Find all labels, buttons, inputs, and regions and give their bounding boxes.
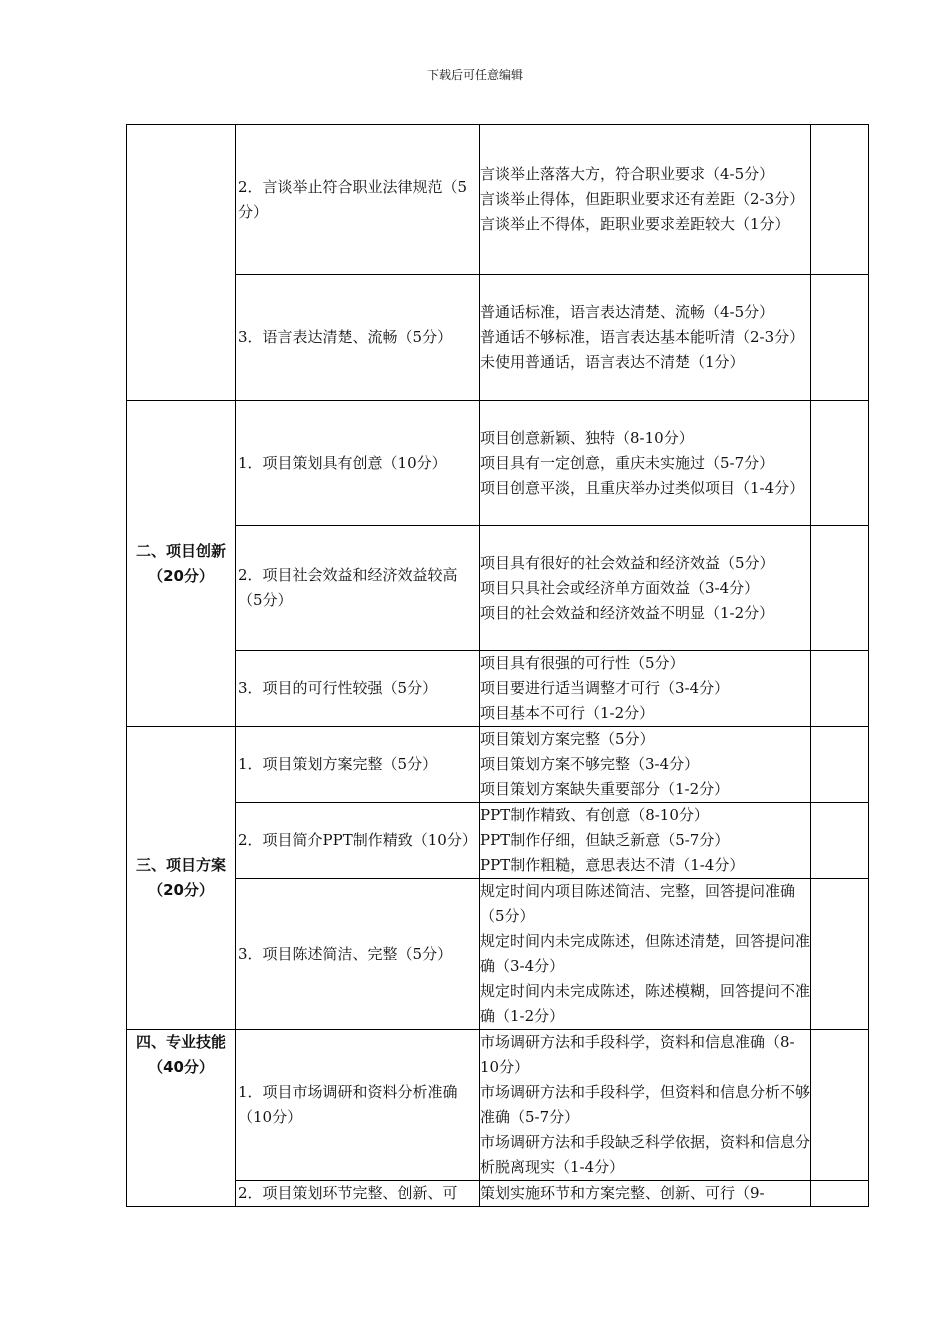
item-cell: 3．项目陈述简洁、完整（5分） bbox=[236, 879, 480, 1030]
item-cell: 1．项目市场调研和资料分析准确（10分） bbox=[236, 1030, 480, 1181]
table-row bbox=[127, 879, 869, 1030]
table-row bbox=[127, 401, 869, 526]
criteria-cell: 市场调研方法和手段科学，资料和信息准确（8-10分） 市场调研方法和手段科学，但资料和信息分析不够准确（5-7分） 市场调研方法和手段缺乏科学依据，资料和信息分析脱离现实（1-4分） bbox=[480, 1030, 811, 1181]
item-cell: 3．项目的可行性较强（5分） bbox=[236, 651, 480, 727]
table-row bbox=[127, 1030, 869, 1181]
category-cell bbox=[127, 125, 236, 401]
table-row bbox=[127, 526, 869, 651]
item-cell: 2．项目简介PPT制作精致（10分） bbox=[236, 803, 480, 879]
score-cell bbox=[811, 275, 869, 401]
table-row bbox=[127, 803, 869, 879]
criteria-cell: 普通话标准，语言表达清楚、流畅（4-5分） 普通话不够标准，语言表达基本能听清（2-3分） 未使用普通话，语言表达不清楚（1分） bbox=[480, 275, 811, 401]
score-cell bbox=[811, 1030, 869, 1181]
scoring-rubric-table bbox=[126, 124, 869, 1207]
criteria-cell: 规定时间内项目陈述简洁、完整，回答提问准确（5分） 规定时间内未完成陈述，但陈述清楚，回答提问准确（3-4分） 规定时间内未完成陈述，陈述模糊，回答提问不准确（1-2分） bbox=[480, 879, 811, 1030]
score-cell bbox=[811, 1181, 869, 1207]
item-cell: 1．项目策划具有创意（10分） bbox=[236, 401, 480, 526]
score-cell bbox=[811, 803, 869, 879]
score-cell bbox=[811, 727, 869, 803]
item-cell: 1．项目策划方案完整（5分） bbox=[236, 727, 480, 803]
score-cell bbox=[811, 125, 869, 275]
score-cell bbox=[811, 879, 869, 1030]
criteria-cell: 策划实施环节和方案完整、创新、可行（9- bbox=[480, 1181, 811, 1207]
item-cell: 3．语言表达清楚、流畅（5分） bbox=[236, 275, 480, 401]
table-row bbox=[127, 727, 869, 803]
score-cell bbox=[811, 526, 869, 651]
item-cell: 2．项目社会效益和经济效益较高（5分） bbox=[236, 526, 480, 651]
table-row bbox=[127, 651, 869, 727]
item-cell: 2．言谈举止符合职业法律规范（5分） bbox=[236, 125, 480, 275]
score-cell bbox=[811, 401, 869, 526]
page-header-note: 下载后可任意编辑 bbox=[426, 68, 523, 82]
category-cell: 二、项目创新 （20分） bbox=[127, 401, 236, 727]
category-cell: 三、项目方案 （20分） bbox=[127, 727, 236, 1030]
criteria-cell: 项目具有很强的可行性（5分） 项目要进行适当调整才可行（3-4分） 项目基本不可行（1-2分） bbox=[480, 651, 811, 727]
criteria-cell: PPT制作精致、有创意（8-10分） PPT制作仔细，但缺乏新意（5-7分） PPT制作粗糙，意思表达不清（1-4分） bbox=[480, 803, 811, 879]
criteria-cell: 言谈举止落落大方，符合职业要求（4-5分） 言谈举止得体，但距职业要求还有差距（2-3分） 言谈举止不得体，距职业要求差距较大（1分） bbox=[480, 125, 811, 275]
table-row bbox=[127, 275, 869, 401]
table-row bbox=[127, 125, 869, 275]
score-cell bbox=[811, 651, 869, 727]
category-cell: 四、专业技能 （40分） bbox=[127, 1030, 236, 1207]
criteria-cell: 项目具有很好的社会效益和经济效益（5分） 项目只具社会或经济单方面效益（3-4分） 项目的社会效益和经济效益不明显（1-2分） bbox=[480, 526, 811, 651]
table-row bbox=[127, 1181, 869, 1207]
criteria-cell: 项目策划方案完整（5分） 项目策划方案不够完整（3-4分） 项目策划方案缺失重要部分（1-2分） bbox=[480, 727, 811, 803]
item-cell: 2．项目策划环节完整、创新、可 bbox=[236, 1181, 480, 1207]
criteria-cell: 项目创意新颖、独特（8-10分） 项目具有一定创意，重庆未实施过（5-7分） 项目创意平淡，且重庆举办过类似项目（1-4分） bbox=[480, 401, 811, 526]
